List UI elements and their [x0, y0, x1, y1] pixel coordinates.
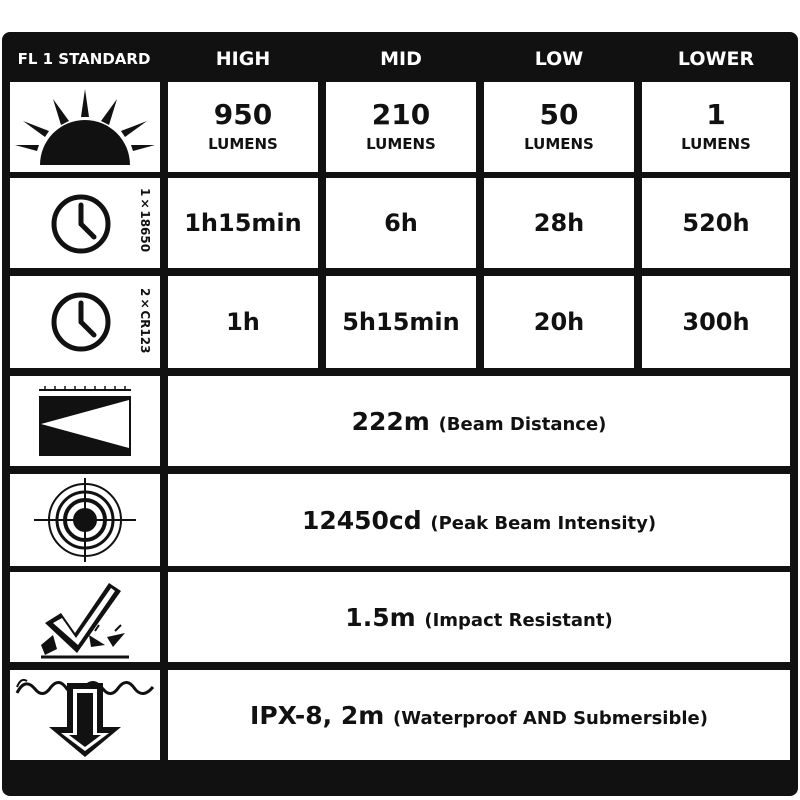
runtime-18650-low — [484, 178, 634, 268]
beam-distance-spec — [352, 407, 607, 436]
runtime-cr123-low — [484, 276, 634, 368]
lumens-unit: LUMENS — [208, 135, 278, 153]
lumens-unit: LUMENS — [366, 135, 436, 153]
waterproof-spec — [250, 701, 708, 730]
waterproof-cell — [168, 670, 790, 760]
impact-cell — [168, 572, 790, 662]
lumens-unit: LUMENS — [524, 135, 594, 153]
beam-intensity-cell — [168, 474, 790, 566]
impact-icon-cell — [10, 572, 160, 662]
runtime-value: 5h15min — [342, 308, 460, 336]
runtime-cr123-lower — [642, 276, 790, 368]
lumens-unit: LUMENS — [681, 135, 751, 153]
runtime-cr123-mid — [326, 276, 476, 368]
lumens-value: 50 — [539, 98, 579, 131]
runtime-18650-icon-cell — [10, 178, 160, 268]
lumens-cell-lower — [642, 82, 790, 172]
runtime-18650-high — [168, 178, 318, 268]
runtime-cr123-icon-cell — [10, 276, 160, 368]
clock-icon — [50, 193, 112, 255]
runtime-18650-mid — [326, 178, 476, 268]
spec-note: (Impact Resistant) — [424, 609, 613, 631]
waterproof-icon-cell — [10, 670, 160, 760]
clock-icon — [50, 291, 112, 353]
runtime-value: 1h15min — [184, 209, 302, 237]
beam-intensity-icon-cell — [10, 474, 160, 566]
spec-value: 222m — [351, 406, 430, 436]
spec-note: (Beam Distance) — [438, 413, 607, 435]
waterproof-arrow-icon — [15, 673, 155, 757]
runtime-value: 300h — [682, 308, 750, 336]
header-mode-lower: LOWER — [677, 48, 755, 70]
header-mode-mid: MID — [380, 48, 422, 70]
lumens-cell-mid — [326, 82, 476, 172]
lumens-cell-high — [168, 82, 318, 172]
runtime-value: 28h — [533, 209, 585, 237]
sunburst-icon — [15, 87, 155, 167]
lumens-cell-low — [484, 82, 634, 172]
beam-distance-cell — [168, 376, 790, 466]
header-standard: FL 1 STANDARD — [17, 50, 151, 68]
spec-value: 12450cd — [301, 505, 422, 535]
battery-label-cr123: 2×CR123 — [138, 288, 152, 354]
runtime-value: 6h — [384, 209, 418, 237]
runtime-18650-lower — [642, 178, 790, 268]
spec-note: (Peak Beam Intensity) — [430, 512, 657, 534]
lumens-value: 1 — [706, 98, 726, 131]
runtime-cr123-high — [168, 276, 318, 368]
header-mode-high: HIGH — [215, 48, 271, 70]
header-mode-low: LOW — [534, 48, 584, 70]
runtime-value: 520h — [682, 209, 750, 237]
lumens-value: 950 — [213, 98, 273, 131]
battery-label-18650: 1×18650 — [138, 188, 152, 253]
impact-spec — [345, 603, 612, 632]
spec-value: 1.5m — [345, 602, 416, 632]
spec-note: (Waterproof AND Submersible) — [393, 707, 708, 729]
impact-check-icon — [35, 575, 135, 659]
lumens-value: 210 — [371, 98, 431, 131]
beam-intensity-spec — [302, 506, 656, 535]
lumens-icon-cell — [10, 82, 160, 172]
runtime-value: 20h — [533, 308, 585, 336]
beam-distance-icon-cell — [10, 376, 160, 466]
beam-distance-icon — [35, 384, 135, 458]
target-icon — [30, 478, 140, 562]
spec-value: IPX-8, 2m — [250, 700, 385, 730]
runtime-value: 1h — [226, 308, 260, 336]
